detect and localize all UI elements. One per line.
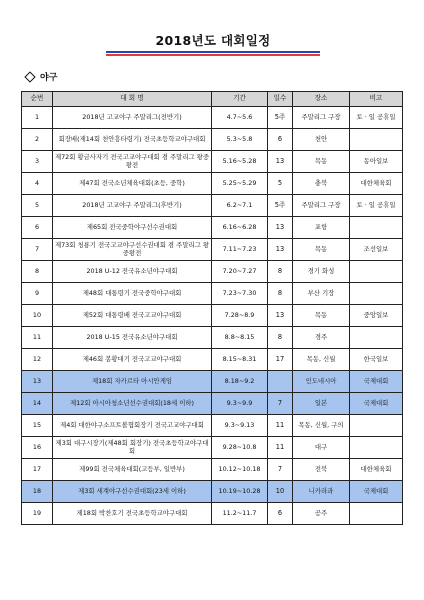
diamond-icon	[24, 71, 35, 82]
cell-period: 6.2~7.1	[212, 195, 268, 217]
cell-period: 5.3~5.8	[212, 129, 268, 151]
table-row	[22, 437, 403, 459]
cell-period: 10.12~10.18	[212, 459, 268, 481]
cell-place: 목동	[293, 305, 350, 327]
cell-no: 2	[22, 129, 53, 151]
cell-days: 7	[268, 459, 293, 481]
cell-period: 8.15~8.31	[212, 349, 268, 371]
cell-no: 14	[22, 393, 53, 415]
cell-name: 제99회 전국체육대회(고등부, 일반부)	[53, 459, 212, 481]
cell-place: 부산 기장	[293, 283, 350, 305]
cell-no: 12	[22, 349, 53, 371]
cell-period: 9.3~9.13	[212, 415, 268, 437]
cell-name: 제73회 청룡기 전국고교야구선수권대회 겸 주말리그 왕중왕전	[53, 239, 212, 261]
header-place: 장소	[293, 92, 350, 107]
cell-no: 19	[22, 503, 53, 525]
cell-period: 7.11~7.23	[212, 239, 268, 261]
table-header-row	[22, 92, 403, 107]
table-row	[22, 503, 403, 525]
cell-note	[350, 437, 403, 459]
cell-no: 10	[22, 305, 53, 327]
title-underline-red	[106, 54, 320, 56]
schedule-table	[21, 91, 403, 525]
cell-place: 충북	[293, 173, 350, 195]
cell-days: 6	[268, 129, 293, 151]
cell-days: 5주	[268, 195, 293, 217]
cell-period: 7.28~8.9	[212, 305, 268, 327]
cell-days: 5	[268, 173, 293, 195]
cell-days: 13	[268, 217, 293, 239]
cell-note: 국제대회	[350, 393, 403, 415]
cell-note: 조선일보	[350, 239, 403, 261]
cell-period: 11.2~11.7	[212, 503, 268, 525]
cell-period: 5.16~5.28	[212, 151, 268, 173]
cell-note	[350, 327, 403, 349]
cell-no: 3	[22, 151, 53, 173]
title-block	[106, 33, 320, 56]
cell-no: 7	[22, 239, 53, 261]
cell-period: 8.8~8.15	[212, 327, 268, 349]
table-row	[22, 393, 403, 415]
cell-place: 공주	[293, 503, 350, 525]
cell-place: 포항	[293, 217, 350, 239]
table-row	[22, 305, 403, 327]
header-period: 기간	[212, 92, 268, 107]
table-row	[22, 459, 403, 481]
cell-place: 인도네시아	[293, 371, 350, 393]
cell-period: 8.18~9.2	[212, 371, 268, 393]
cell-no: 11	[22, 327, 53, 349]
cell-period: 9.3~9.9	[212, 393, 268, 415]
page-title: 2018년도 대회일정	[155, 33, 271, 48]
cell-period: 9.28~10.8	[212, 437, 268, 459]
table-row	[22, 217, 403, 239]
table-row	[22, 415, 403, 437]
cell-note	[350, 415, 403, 437]
cell-period: 4.7~5.6	[212, 107, 268, 129]
cell-note	[350, 217, 403, 239]
cell-note: 국제대회	[350, 481, 403, 503]
cell-place: 주말리그 구장	[293, 107, 350, 129]
cell-days: 13	[268, 239, 293, 261]
cell-name: 2018년 고교야구 주말리그(후반기)	[53, 195, 212, 217]
cell-name: 제65회 전국중학야구선수권대회	[53, 217, 212, 239]
cell-name: 제18회 자카르타 아시안게임	[53, 371, 212, 393]
table-row	[22, 107, 403, 129]
cell-place: 목동	[293, 151, 350, 173]
table-row	[22, 349, 403, 371]
cell-note: 토 · 일 공휴일	[350, 107, 403, 129]
cell-period: 6.16~6.28	[212, 217, 268, 239]
cell-place: 천안	[293, 129, 350, 151]
table-row	[22, 195, 403, 217]
section-heading	[26, 70, 57, 83]
cell-place: 경기 화성	[293, 261, 350, 283]
cell-days: 17	[268, 349, 293, 371]
cell-note: 국제대회	[350, 371, 403, 393]
cell-name: 2018 U-12 전국유소년야구대회	[53, 261, 212, 283]
cell-place: 목동	[293, 239, 350, 261]
cell-days	[268, 371, 293, 393]
cell-no: 1	[22, 107, 53, 129]
table-row	[22, 239, 403, 261]
cell-name: 제46회 봉황대기 전국고교야구대회	[53, 349, 212, 371]
cell-days: 6	[268, 503, 293, 525]
table-row	[22, 371, 403, 393]
cell-note	[350, 261, 403, 283]
table-row	[22, 173, 403, 195]
cell-period: 7.23~7.30	[212, 283, 268, 305]
title-underline-blue	[106, 51, 320, 53]
cell-no: 17	[22, 459, 53, 481]
cell-days: 7	[268, 393, 293, 415]
cell-days: 13	[268, 305, 293, 327]
cell-place: 경주	[293, 327, 350, 349]
cell-place: 주말리그 구장	[293, 195, 350, 217]
table-row	[22, 327, 403, 349]
cell-place: 일본	[293, 393, 350, 415]
cell-name: 제48회 대통령기 전국중학야구대회	[53, 283, 212, 305]
cell-note: 중앙일보	[350, 305, 403, 327]
cell-note: 동아일보	[350, 151, 403, 173]
cell-note: 한국일보	[350, 349, 403, 371]
header-note: 비고	[350, 92, 403, 107]
cell-name: 제4회 대한야구소프트볼협회장기 전국고교야구대회	[53, 415, 212, 437]
cell-note: 대한체육회	[350, 459, 403, 481]
cell-days: 8	[268, 327, 293, 349]
cell-name: 제52회 대통령배 전국고교야구대회	[53, 305, 212, 327]
cell-place: 목동, 신월, 구의	[293, 415, 350, 437]
table-row	[22, 151, 403, 173]
table-row	[22, 261, 403, 283]
cell-no: 16	[22, 437, 53, 459]
header-days: 일수	[268, 92, 293, 107]
section-label: 야구	[40, 73, 58, 83]
cell-no: 4	[22, 173, 53, 195]
cell-place: 목동, 신월	[293, 349, 350, 371]
cell-days: 5주	[268, 107, 293, 129]
cell-days: 8	[268, 283, 293, 305]
header-no: 순번	[22, 92, 53, 107]
table-row	[22, 481, 403, 503]
cell-name: 회장배(제14회 천안흥타령기) 전국초등학교야구대회	[53, 129, 212, 151]
cell-no: 5	[22, 195, 53, 217]
cell-note	[350, 283, 403, 305]
cell-note: 대한체육회	[350, 173, 403, 195]
table-row	[22, 283, 403, 305]
cell-note: 토 · 일 공휴일	[350, 195, 403, 217]
cell-days: 8	[268, 261, 293, 283]
cell-name: 제3회 대구시장기(제48회 회장기) 전국초등학교야구대회	[53, 437, 212, 459]
cell-no: 18	[22, 481, 53, 503]
header-name: 대 회 명	[53, 92, 212, 107]
cell-period: 7.20~7.27	[212, 261, 268, 283]
cell-no: 6	[22, 217, 53, 239]
cell-period: 10.19~10.28	[212, 481, 268, 503]
table-row	[22, 129, 403, 151]
cell-name: 제18회 박찬호기 전국초등학교야구대회	[53, 503, 212, 525]
cell-days: 11	[268, 415, 293, 437]
cell-place: 전북	[293, 459, 350, 481]
cell-days: 13	[268, 151, 293, 173]
cell-name: 제3회 세계야구선수권대회(23세 이하)	[53, 481, 212, 503]
cell-no: 9	[22, 283, 53, 305]
cell-days: 10	[268, 481, 293, 503]
cell-note	[350, 129, 403, 151]
cell-name: 제72회 황금사자기 전국고교야구대회 겸 주말리그 왕중왕전	[53, 151, 212, 173]
cell-period: 5.25~5.29	[212, 173, 268, 195]
cell-days: 11	[268, 437, 293, 459]
cell-note	[350, 503, 403, 525]
cell-name: 제47회 전국소년체육대회(초등, 중학)	[53, 173, 212, 195]
cell-name: 2018년 고교야구 주말리그(전반기)	[53, 107, 212, 129]
cell-no: 15	[22, 415, 53, 437]
cell-name: 2018 U-15 전국유소년야구대회	[53, 327, 212, 349]
cell-no: 8	[22, 261, 53, 283]
cell-no: 13	[22, 371, 53, 393]
cell-name: 제12회 아시아청소년선수권대회(18세 이하)	[53, 393, 212, 415]
cell-place: 대구	[293, 437, 350, 459]
cell-place: 니카라과	[293, 481, 350, 503]
